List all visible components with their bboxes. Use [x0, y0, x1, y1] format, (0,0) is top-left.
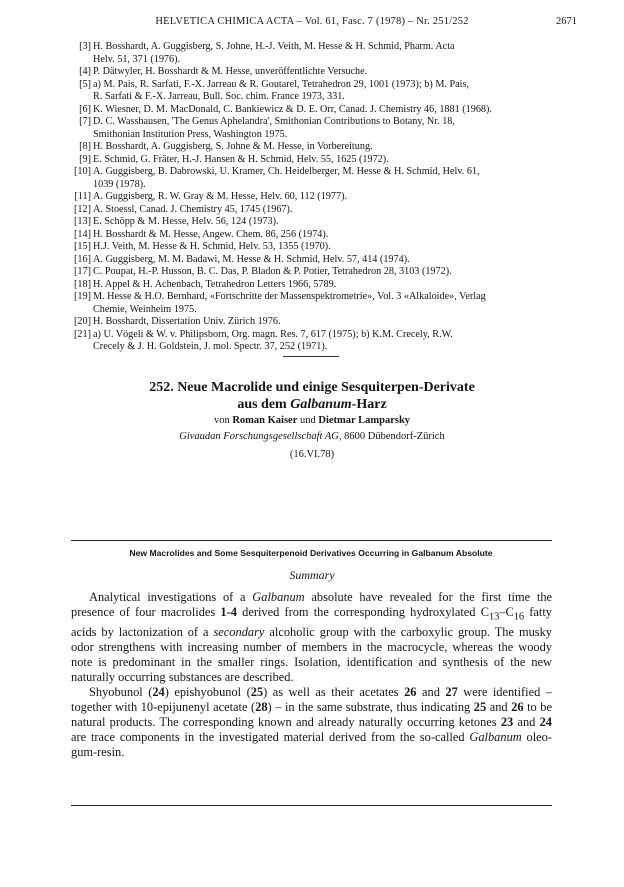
reference-number: [ 10 ]	[72, 166, 91, 179]
reference-number: [ 21 ]	[72, 329, 91, 342]
reference-number: [ 9 ]	[72, 154, 91, 167]
reference-number: [ 14 ]	[72, 229, 91, 242]
reference-text: E. Schmid, G. Fräter, H.-J. Hansen & H. Schmid, Helv. 55, 1625 (1972).	[93, 153, 389, 165]
reference-item	[72, 141, 550, 154]
text: and	[486, 700, 512, 715]
reference-item	[72, 204, 550, 217]
text: were identified – together with 10-epijunenyl acetate (	[71, 685, 553, 715]
reference-item	[72, 191, 550, 204]
reference-number: [ 20 ]	[72, 316, 91, 329]
text: –C	[499, 605, 514, 620]
authors-by: von	[213, 415, 230, 426]
reference-item	[72, 229, 550, 242]
article-title	[0, 379, 624, 413]
reference-text: a) M. Pais, R. Sarfati, F.-X. Jarreau & R. Goutarel, Tetrahedron 29, 1001 (1973); b) M. Pais,	[93, 78, 470, 90]
author-affiliation	[0, 431, 624, 442]
reference-item	[72, 116, 550, 141]
reference-text: A. Guggisberg, R. W. Gray & M. Hesse, Helv. 60, 112 (1977).	[93, 191, 348, 202]
reference-item	[72, 291, 550, 316]
reference-item	[72, 254, 550, 267]
affiliation-location: 8600 Dübendorf-Zürich	[341, 431, 445, 442]
reference-number: [ 7 ]	[72, 116, 91, 129]
english-title: New Macrolides and Some Sesquiterpenoid Derivatives Occurring in Galbanum Absolute	[129, 548, 493, 558]
reference-item	[72, 66, 550, 79]
affiliation-institute: Givaudan Forschungsgesellschaft AG,	[179, 431, 342, 442]
text: ) epishyobunol (	[164, 685, 251, 700]
reference-number: [ 11 ]	[72, 191, 91, 204]
subscript: 16	[513, 611, 525, 623]
text: fatty acids by lactonization of a	[71, 605, 552, 639]
italic-term: secondary	[213, 624, 265, 639]
article-title-line-2	[0, 396, 624, 413]
rule-bottom	[71, 805, 552, 806]
reference-text: A. Guggisberg, B. Dabrowski, U. Kramer, Ch. Heidelberger, M. Hesse & H. Schmid, Helv. 61,	[93, 166, 480, 177]
text: and	[513, 715, 540, 730]
title-text: aus dem	[237, 397, 291, 412]
reference-item	[72, 216, 550, 229]
reference-number: [ 17 ]	[72, 266, 91, 279]
subscript: 13	[488, 611, 500, 623]
reference-item	[72, 316, 550, 329]
compound-number: 24	[539, 715, 552, 730]
compound-number: 25	[473, 700, 487, 715]
text: ) as well as their acetates	[263, 685, 405, 700]
reference-item	[72, 41, 550, 66]
reference-item	[72, 279, 550, 292]
reference-item	[72, 266, 550, 279]
text: are trace components in the investigated material derived from the so-called	[71, 730, 470, 745]
reference-text: H.J. Veith, M. Hesse & H. Schmid, Helv. 53, 1355 (1970).	[93, 241, 331, 252]
reference-item	[72, 166, 550, 191]
article-title-line-1: 252. Neue Macrolide und einige Sesquiterpen-Derivate	[149, 380, 475, 395]
author-name: Roman Kaiser	[232, 415, 298, 426]
reference-item	[72, 329, 550, 354]
text: and	[416, 685, 446, 700]
summary-paragraph-1	[71, 590, 552, 685]
reference-number: [ 18 ]	[72, 279, 91, 292]
text: oleo-gum-resin.	[71, 730, 552, 760]
compound-number: 28	[255, 700, 268, 715]
summary-heading: Summary	[289, 568, 335, 582]
article-authors	[0, 415, 624, 426]
running-head-journal: HELVETICA CHIMICA ACTA – Vol. 61, Fasc. 7 (1978) – Nr. 251/252	[155, 16, 469, 27]
reference-list	[72, 41, 550, 354]
reference-text: H. Bosshardt & M. Hesse, Angew. Chem. 86, 256 (1974).	[93, 228, 329, 240]
reference-text: C. Poupat, H.-P. Husson, B. C. Das, P. Bladon & P. Potier, Tetrahedron 28, 3103 (1972).	[93, 266, 452, 277]
reference-text: K. Wiesner, D. M. MacDonald, C. Bankiewicz & D. E. Orr, Canad. J. Chemistry 46, 1881 (1968).	[93, 103, 492, 115]
compound-number: 26	[511, 700, 524, 715]
italic-term: Galbanum	[469, 730, 522, 745]
reference-text: Crecely & J. H. Goldstein, J. mol. Spectr. 37, 252 (1971).	[93, 341, 328, 352]
compound-number: 27	[445, 685, 458, 700]
reference-text: A. Stoessl, Canad. J. Chemistry 45, 1745 (1967).	[93, 203, 293, 215]
reference-text: D. C. Wasshausen, 'The Genus Aphelandra', Smithonian Contributions to Botany, Nr. 18,	[93, 116, 455, 127]
reference-text: H. Bosshardt, A. Guggisberg, S. Johne & M. Hesse, in Vorbereitung.	[93, 141, 373, 152]
compound-number: 25	[250, 685, 264, 700]
text: ) – in the same substrate, thus indicating	[267, 700, 474, 715]
reference-text: 1039 (1978).	[93, 178, 146, 190]
reference-number: [ 3 ]	[72, 41, 91, 54]
reference-number: [ 19 ]	[72, 291, 91, 304]
text: absolute have revealed for the first time the presence of four macrolides	[71, 590, 553, 620]
compound-number: 1-4	[220, 605, 237, 620]
running-head	[0, 16, 624, 30]
text: to be natural products. The corresponding known and already naturally occurring ketones	[71, 700, 552, 730]
reference-item	[72, 154, 550, 167]
reference-text: H. Bosshardt, A. Guggisberg, S. Johne, H.-J. Veith, M. Hesse & H. Schmid, Pharm. Acta	[93, 41, 455, 52]
title-text: -Harz	[351, 397, 387, 412]
reference-text: H. Bosshardt, Dissertation Univ. Zürich 1976.	[93, 316, 281, 327]
italic-term: Galbanum	[252, 590, 305, 604]
title-italic-genus: Galbanum	[290, 397, 352, 412]
text: Analytical investigations of a	[89, 590, 253, 604]
summary-paragraph-2	[71, 685, 552, 760]
authors-and: und	[299, 415, 316, 426]
reference-text: a) U. Vögeli & W. v. Philipsborn, Org. magn. Res. 7, 617 (1975); b) K.M. Crecely, R.W.	[93, 328, 453, 340]
reference-text: Helv. 51, 371 (1976).	[93, 53, 181, 65]
reference-number: [ 5 ]	[72, 79, 91, 92]
compound-number: 24	[152, 685, 165, 700]
text: Shyobunol (	[89, 685, 153, 700]
text: derived from the corresponding hydroxylated C	[236, 605, 489, 620]
reference-number: [ 13 ]	[72, 216, 91, 229]
page-number: 2671	[556, 16, 577, 27]
reference-number: [ 6 ]	[72, 104, 91, 117]
compound-number: 26	[404, 685, 417, 700]
reference-text: Smithonian Institution Press, Washington 1975.	[93, 128, 288, 140]
received-date: (16.VI.78)	[289, 449, 335, 460]
summary-body	[71, 590, 552, 761]
compound-number: 23	[500, 715, 514, 730]
reference-item	[72, 104, 550, 117]
reference-item	[72, 241, 550, 254]
author-name: Dietmar Lamparsky	[318, 415, 411, 426]
reference-text: A. Guggisberg, M. M. Badawi, M. Hesse & H. Schmid, Helv. 57, 414 (1974).	[93, 253, 410, 265]
reference-number: [ 16 ]	[72, 254, 91, 267]
section-separator	[283, 356, 339, 357]
reference-text: P. Dätwyler, H. Bosshardt & M. Hesse, unveröffentlichte Versuche.	[93, 66, 368, 77]
reference-number: [ 15 ]	[72, 241, 91, 254]
reference-text: M. Hesse & H.O. Bernhard, «Fortschritte der Massenspektrometrie», Vol. 3 «Alkaloide», Verlag	[93, 291, 486, 302]
reference-text: E. Schöpp & M. Hesse, Helv. 56, 124 (1973).	[93, 216, 279, 227]
rule-top	[71, 540, 552, 541]
text: alcoholic group with the carboxylic group. The musky odor strengthens with increasing number of members in the macrocycle, whereas the woody note is predominant in the smaller rings. Isolation, identification and synthesis of the new naturally occurring substances are described.	[71, 624, 552, 684]
reference-number: [ 12 ]	[72, 204, 91, 217]
reference-text: R. Sarfati & F.-X. Jarreau, Bull. Soc. chim. France 1973, 331.	[93, 91, 345, 102]
reference-text: Chemie, Weinheim 1975.	[93, 303, 197, 315]
reference-number: [ 4 ]	[72, 66, 91, 79]
reference-text: H. Appel & H. Achenbach, Tetrahedron Letters 1966, 5789.	[93, 278, 337, 290]
reference-item	[72, 79, 550, 104]
reference-number: [ 8 ]	[72, 141, 91, 154]
